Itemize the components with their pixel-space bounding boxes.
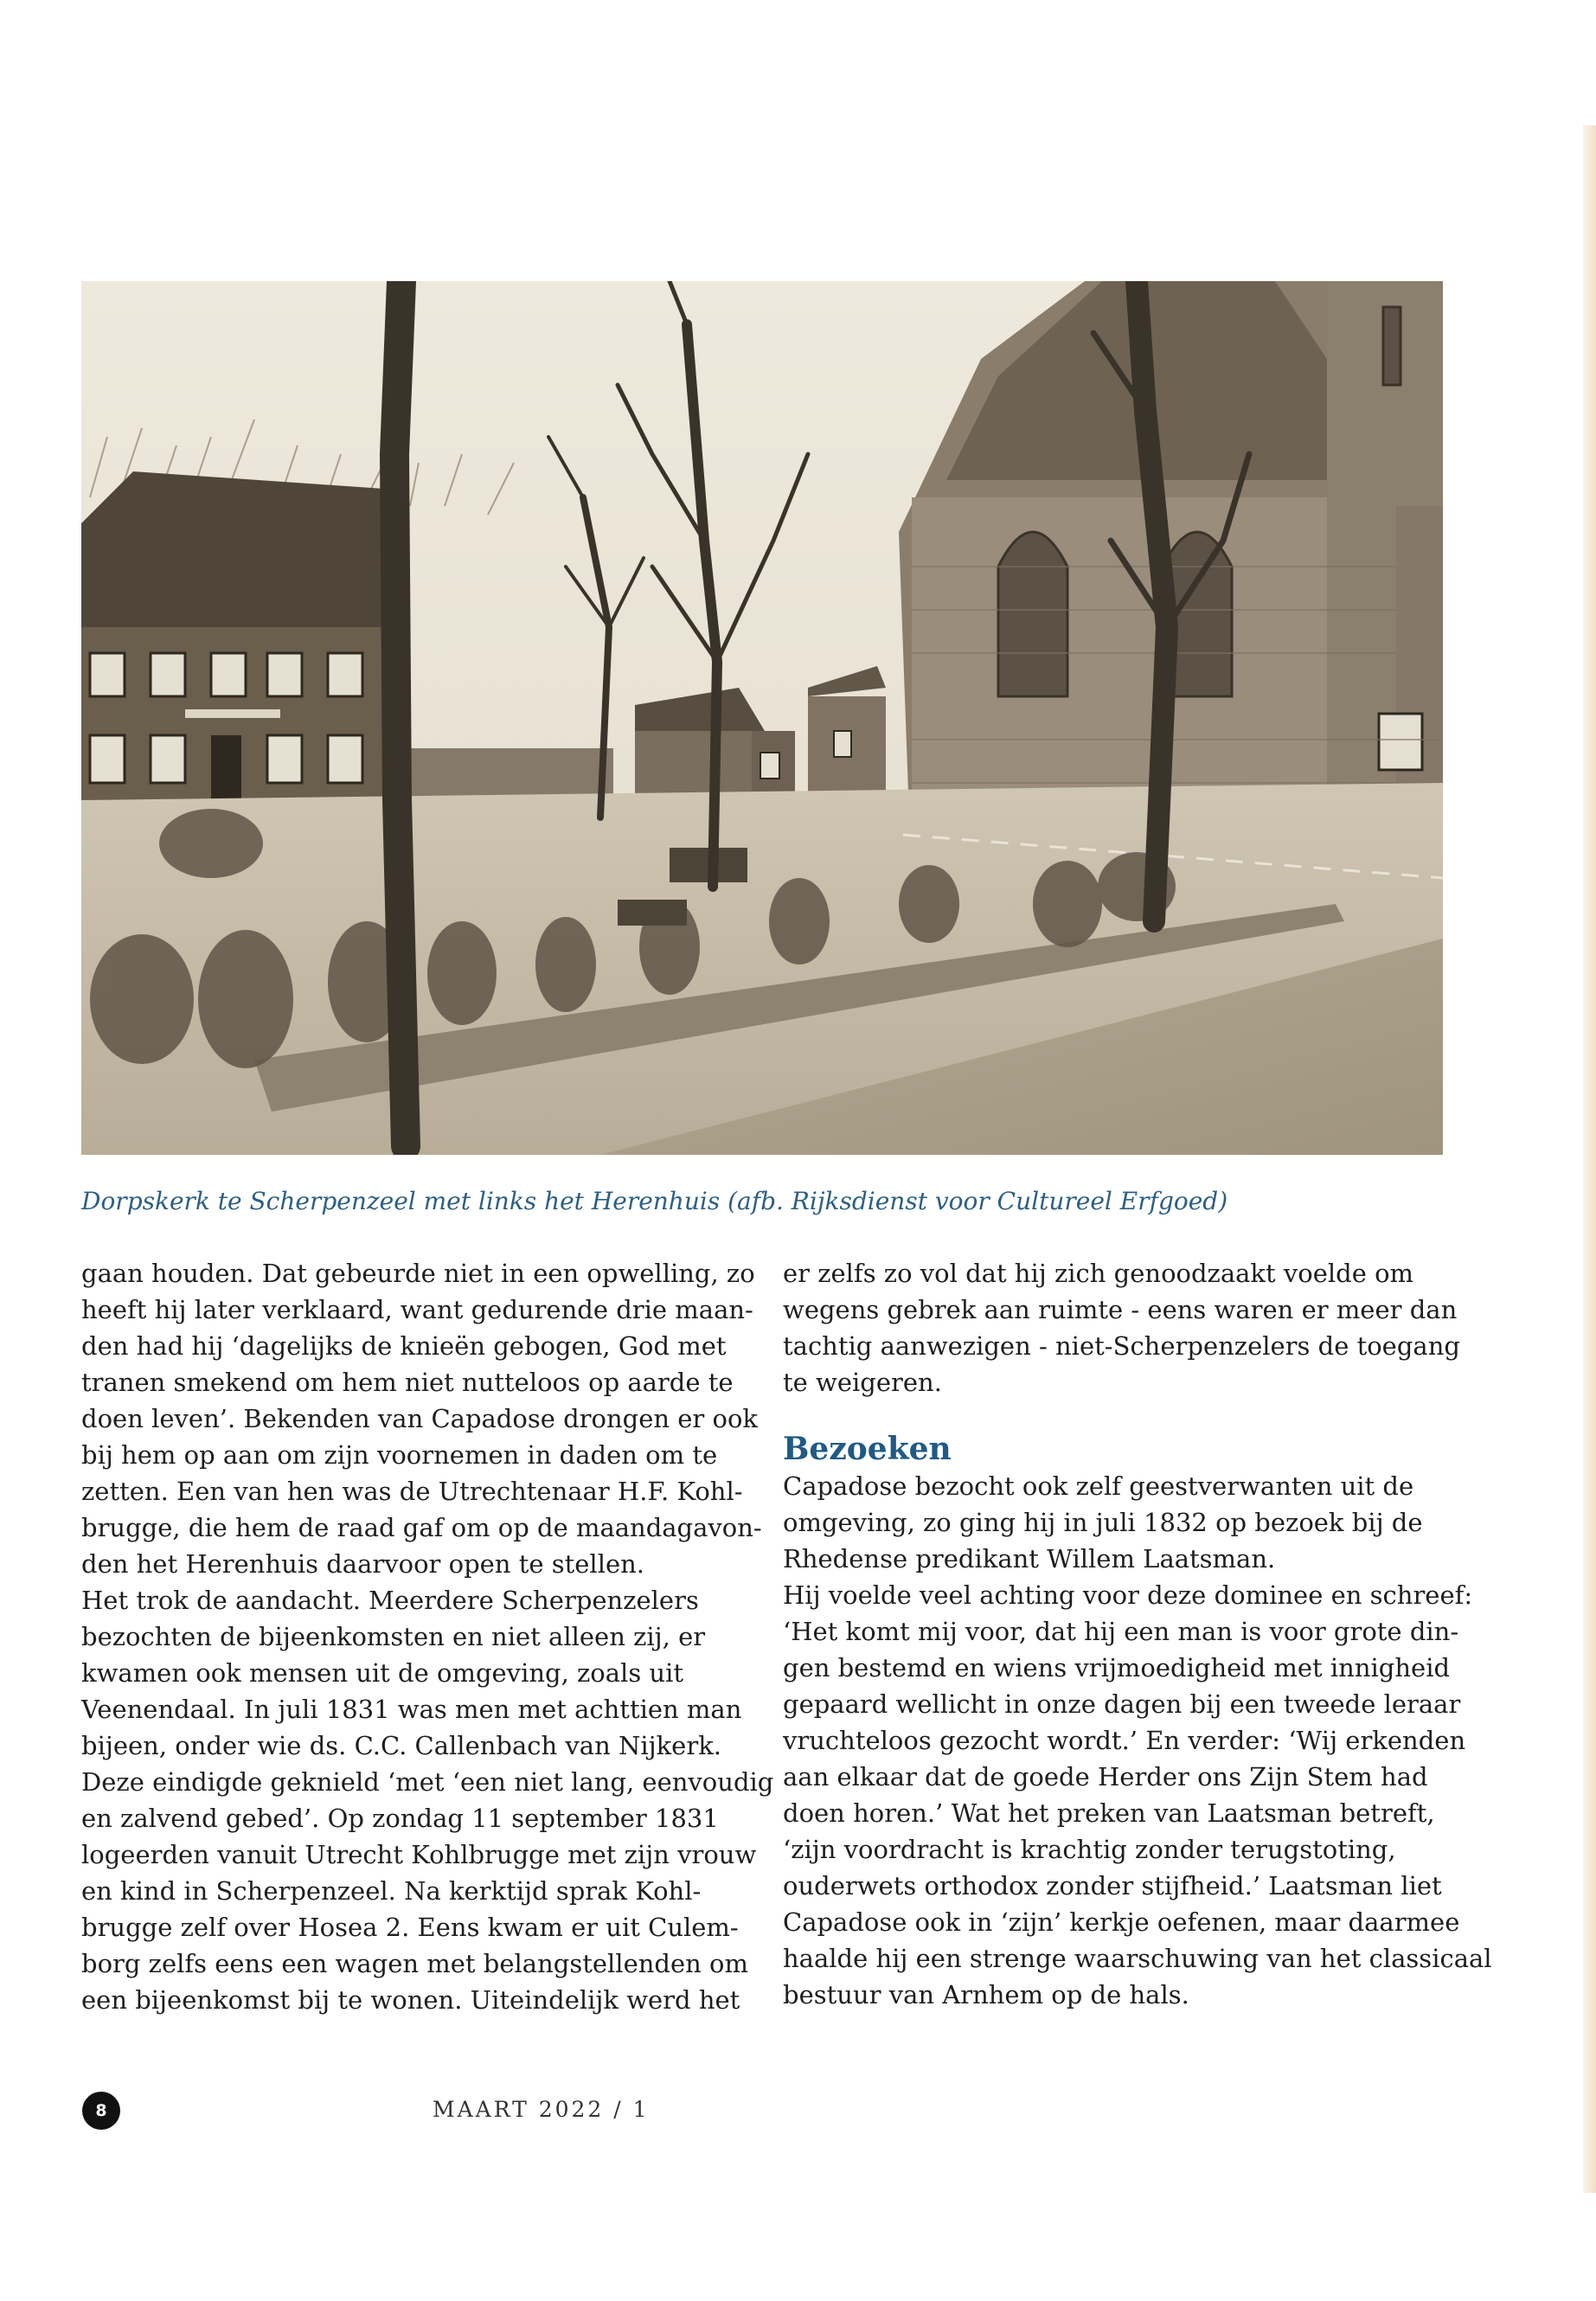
text-line: een bijeenkomst bij te wonen. Uiteindelijk werd het xyxy=(81,1985,740,2015)
text-line: Veenendaal. In juli 1831 was men met achttien man xyxy=(81,1695,742,1724)
text-line: Het trok de aandacht. Meerdere Scherpenzelers xyxy=(81,1586,699,1615)
text-line: doen horen.’ Wat het preken van Laatsman betreft, xyxy=(783,1798,1435,1828)
text-line: kwamen ook mensen uit de omgeving, zoals uit xyxy=(81,1658,684,1688)
article-paragraph xyxy=(783,1468,1492,2013)
text-line: omgeving, zo ging hij in juli 1832 op bezoek bij de xyxy=(783,1508,1423,1537)
page-edge-strip xyxy=(1583,125,1596,2193)
text-line: Deze eindigde geknield ‘met ‘een niet lang, eenvoudig xyxy=(81,1767,774,1797)
text-line: tachtig aanwezigen - niet-Scherpenzelers de toegang xyxy=(783,1331,1460,1361)
text-line: bij hem op aan om zijn voornemen in daden om te xyxy=(81,1440,718,1470)
text-line: bezochten de bijeenkomsten en niet alleen zij, er xyxy=(81,1622,706,1651)
text-line: brugge, die hem de raad gaf om op de maandagavon- xyxy=(81,1513,762,1542)
text-line: borg zelfs eens een wagen met belangstellenden om xyxy=(81,1949,749,1978)
issue-label: MAART 2022 / 1 xyxy=(433,2097,650,2122)
article-paragraph xyxy=(81,1255,774,2018)
page-number-badge: 8 xyxy=(82,2092,120,2130)
text-line: heeft hij later verklaard, want gedurende drie maan- xyxy=(81,1295,753,1324)
photo-caption: Dorpskerk te Scherpenzeel met links het Herenhuis (afb. Rijksdienst voor Cultureel Erfgoed) xyxy=(81,1187,1228,1215)
text-line: en kind in Scherpenzeel. Na kerktijd sprak Kohl- xyxy=(81,1876,702,1906)
text-line: er zelfs zo vol dat hij zich genoodzaakt voelde om xyxy=(783,1259,1414,1288)
text-line: aan elkaar dat de goede Herder ons Zijn Stem had xyxy=(783,1762,1428,1791)
text-line: zetten. Een van hen was de Utrechtenaar H.F. Kohl- xyxy=(81,1477,743,1506)
text-line: vruchteloos gezocht wordt.’ En verder: ‘Wij erkenden xyxy=(783,1726,1466,1755)
text-line: logeerden vanuit Utrecht Kohlbrugge met zijn vrouw xyxy=(81,1840,757,1869)
text-line: gaan houden. Dat gebeurde niet in een opwelling, zo xyxy=(81,1259,755,1288)
text-line: Capadose ook in ‘zijn’ kerkje oefenen, maar daarmee xyxy=(783,1907,1460,1937)
text-line: doen leven’. Bekenden van Capadose drongen er ook xyxy=(81,1404,759,1433)
church-photo xyxy=(81,281,1443,1155)
text-line: bestuur van Arnhem op de hals. xyxy=(783,1980,1189,2009)
text-line: Hij voelde veel achting voor deze dominee en schreef: xyxy=(783,1580,1473,1610)
text-line: ‘Het komt mij voor, dat hij een man is voor grote din- xyxy=(783,1617,1459,1646)
text-line: brugge zelf over Hosea 2. Eens kwam er uit Culem- xyxy=(81,1913,739,1942)
text-line: Capadose bezocht ook zelf geestverwanten uit de xyxy=(783,1471,1414,1501)
text-line: te weigeren. xyxy=(783,1368,942,1397)
text-line: den het Herenhuis daarvoor open te stellen. xyxy=(81,1549,645,1579)
text-line: tranen smekend om hem niet nutteloos op aarde te xyxy=(81,1368,734,1397)
text-line: ouderwets orthodox zonder stijfheid.’ Laatsman liet xyxy=(783,1871,1442,1900)
text-line: gepaard wellicht in onze dagen bij een tweede leraar xyxy=(783,1689,1461,1719)
text-line: gen bestemd en wiens vrijmoedigheid met innigheid xyxy=(783,1653,1451,1682)
text-line: ‘zijn voordracht is krachtig zonder terugstoting, xyxy=(783,1835,1396,1864)
text-line: haalde hij een strenge waarschuwing van het classicaal xyxy=(783,1944,1492,1973)
text-line: den had hij ‘dagelijks de knieën gebogen, God met xyxy=(81,1331,727,1361)
text-line: en zalvend gebed’. Op zondag 11 september 1831 xyxy=(81,1804,719,1833)
text-line: Rhedense predikant Willem Laatsman. xyxy=(783,1544,1276,1574)
text-line: wegens gebrek aan ruimte - eens waren er meer dan xyxy=(783,1295,1458,1324)
text-line: bijeen, onder wie ds. C.C. Callenbach van Nijkerk. xyxy=(81,1731,721,1760)
article-column-left xyxy=(81,1255,774,2018)
article-column-right xyxy=(783,1255,1492,2013)
article-paragraph xyxy=(783,1255,1466,1400)
section-heading: Bezoeken xyxy=(783,1431,952,1467)
